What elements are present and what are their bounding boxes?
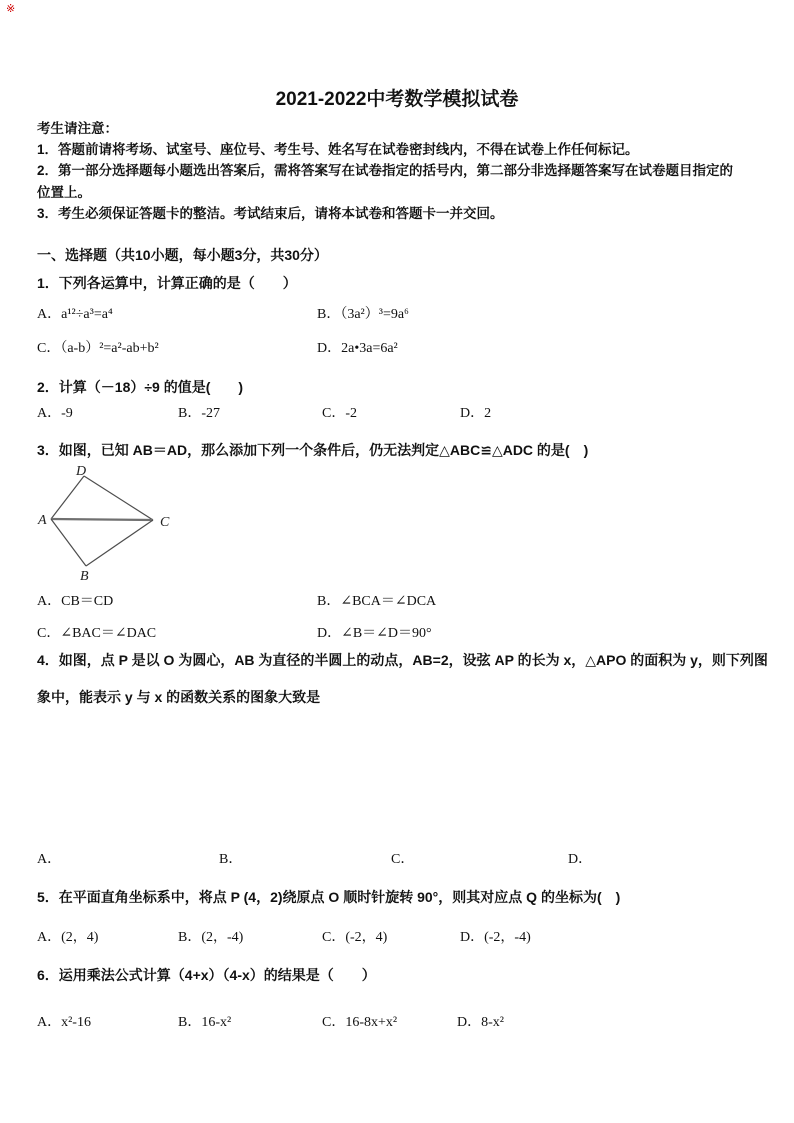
q3-options-row-1 [0,592,794,612]
q5-option-b: B．(2，-4) [178,930,244,945]
figure-edge-ab [51,519,86,566]
page-title: 2021-2022中考数学模拟试卷 [275,89,519,110]
q6-option-a: A．x²-16 [37,1015,91,1030]
section-heading: 一、选择题（共10小题，每小题3分，共30分） [37,247,328,263]
q1-option-d: D．2a•3a=6a² [317,341,398,356]
q3-option-a: A．CB＝CD [37,594,114,609]
q5-stem: 5．在平面直角坐标系中，将点 P (4，2)绕原点 O 顺时针旋转 90°，则其对应点 Q 的坐标为( ) [37,889,621,905]
q1-options-row-2 [0,339,794,359]
notice-line-2b: 位置上。 [37,185,91,200]
q5-option-c: C．(-2，4) [322,930,388,945]
q2-option-b: B．-27 [178,406,220,421]
notice-heading: 考生请注意： [37,121,118,136]
q5-options-row [0,928,794,948]
vertex-label-c: C [160,515,170,530]
q4-stem-line-1: 4．如图，点 P 是以 O 为圆心，AB 为直径的半圆上的动点，AB=2，设弦 AP 的长为 x，△APO 的面积为 y，则下列图 [37,652,768,668]
q2-option-d: D．2 [460,406,492,421]
notice-line-2: 2．第一部分选择题每小题选出答案后，需将答案写在试卷指定的括号内，第二部分非选择题答案写在试卷题目指定的 [37,163,734,178]
q5-option-a: A．(2，4) [37,930,99,945]
q3-option-c: C．∠BAC＝∠DAC [37,626,157,641]
q4-option-a: A． [37,852,62,867]
corner-stamp: ※ [6,3,16,15]
q3-option-d: D．∠B＝∠D＝90° [317,626,432,641]
q1-option-b: B．（3a²）³=9a⁶ [317,307,409,322]
q6-stem: 6．运用乘法公式计算（4+x）（4-x）的结果是（ ） [37,967,376,983]
q6-options-row [0,1013,794,1033]
q3-options-row-2 [0,624,794,644]
figure-edge-ad [51,476,84,519]
q1-stem: 1．下列各运算中，计算正确的是（ ） [37,275,297,291]
q2-options-row [0,404,794,424]
q2-stem: 2．计算（－18）÷9 的值是( ) [37,379,244,395]
vertex-label-a: A [38,513,47,528]
figure-edge-bc [86,520,153,566]
q4-stem-line-2: 象中，能表示 y 与 x 的函数关系的图象大致是 [37,689,321,705]
vertex-label-b: B [80,569,89,584]
q3-stem: 3．如图，已知 AB＝AD，那么添加下列一个条件后，仍无法判定△ABC≌△ADC 的是( ) [37,442,589,458]
q5-option-d: D．(-2，-4) [460,930,531,945]
q4-option-c: C． [391,852,415,867]
q6-option-c: C．16-8x+x² [322,1015,398,1030]
notice-line-3: 3．考生必须保证答题卡的整洁。考试结束后，请将本试卷和答题卡一并交回。 [37,206,504,221]
q4-options-row [0,850,794,870]
notice-line-1: 1．答题前请将考场、试室号、座位号、考生号、姓名写在试卷密封线内，不得在试卷上作任何标记。 [37,142,639,157]
figure-edge-dc [84,476,153,520]
q1-options-row-1 [0,305,794,325]
vertex-label-d: D [76,464,87,479]
q2-option-a: A．-9 [37,406,73,421]
q2-option-c: C．-2 [322,406,357,421]
figure-diagonal-ac [51,519,153,520]
q4-option-b: B． [219,852,243,867]
q3-option-b: B．∠BCA＝∠DCA [317,594,437,609]
q6-option-b: B．16-x² [178,1015,232,1030]
q3-triangle-figure [37,462,182,586]
q4-option-d: D． [568,852,593,867]
q1-option-a: A．a¹²÷a³=a⁴ [37,307,113,322]
q6-option-d: D．8-x² [457,1015,504,1030]
q1-option-c: C．（a-b）²=a²-ab+b² [37,341,159,356]
